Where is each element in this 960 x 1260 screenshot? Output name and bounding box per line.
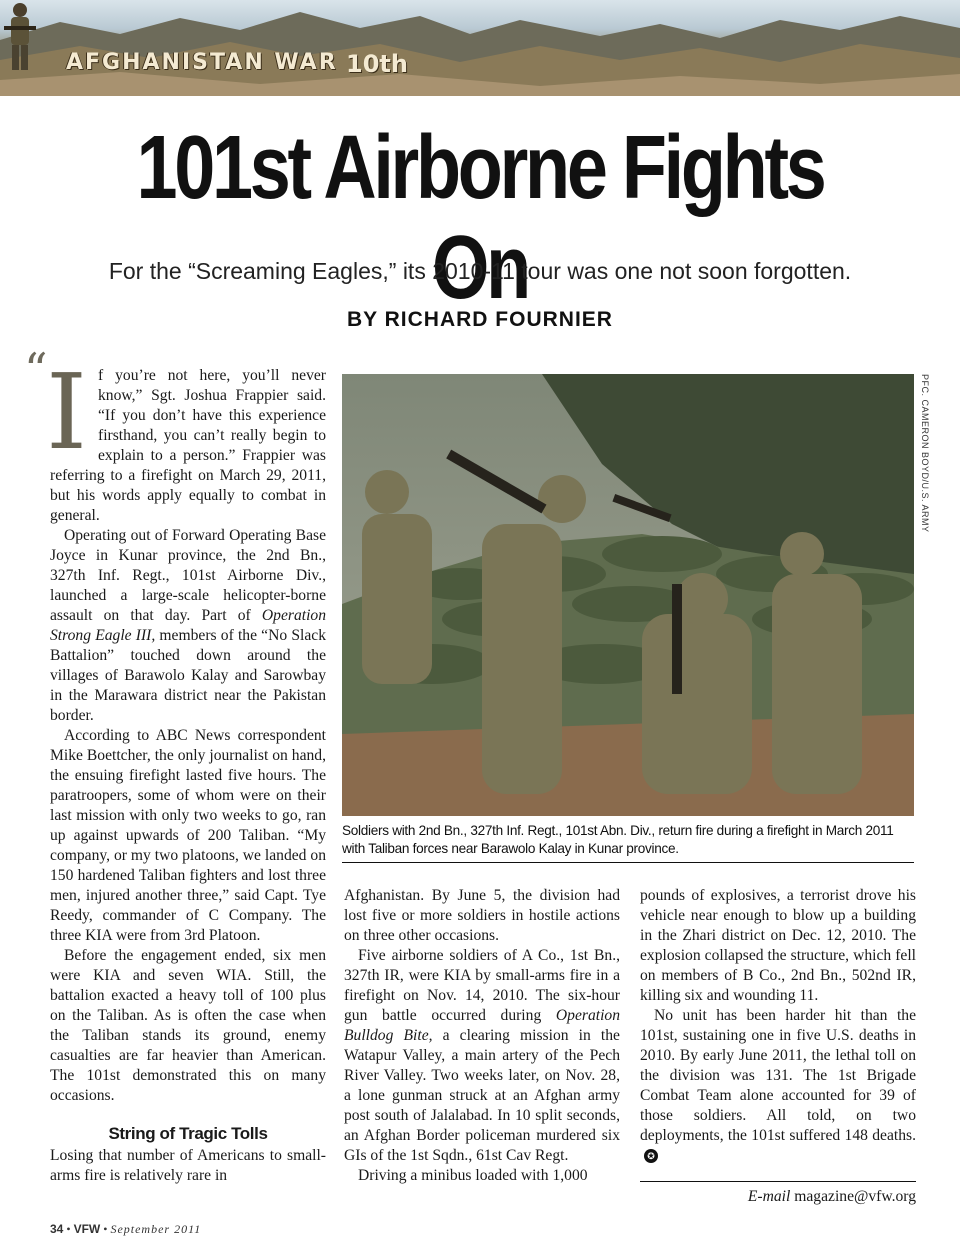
end-mark-icon: ✪ — [644, 1149, 658, 1163]
soldier-icon — [0, 0, 40, 72]
operation-name: Operation Bulldog Bite, — [344, 1007, 620, 1044]
series-banner — [0, 0, 960, 96]
combat-photo — [342, 374, 914, 816]
paragraph-8: No unit has been harder hit than the 101st, sustaining one in five U.S. deaths in 2010. By early June 2011, the lethal toll on the division was 131. The 1st Brigade Combat Team alone accounted for 39 of those soldiers. All told, on two deployments, the 101st suffered 148 deaths. ✪ — [640, 1007, 916, 1162]
email-address[interactable]: magazine@vfw.org — [794, 1188, 916, 1205]
dropcap-letter: I — [46, 351, 88, 473]
column-2 — [344, 886, 620, 1186]
photo-credit: PFC. CAMERON BOYD/U.S. ARMY — [920, 374, 930, 533]
article-headline: 101st Airborne Fights On — [136, 118, 824, 318]
page-folio: 34 • VFW • September 2011 — [50, 1222, 202, 1236]
issue-date: September 2011 — [110, 1222, 202, 1236]
quote-mark-icon: “ — [24, 343, 48, 397]
divider — [640, 1181, 916, 1182]
photo-caption: Soldiers with 2nd Bn., 327th Inf. Regt., 101st Abn. Div., return fire during a firefight in March 2011 with Taliban forces near Barawolo Kalay in Kunar province. — [342, 822, 914, 863]
article-byline: BY RICHARD FOURNIER — [347, 308, 613, 331]
paragraph-1 — [24, 343, 326, 526]
paragraph-4: Before the engagement ended, six men were KIA and seven WIA. Still, the battalion exacted a heavy toll of 100 plus on the Taliban. As is often the case when the Taliban stands its ground, enemy casualties are far heavier than American. The 101st demonstrated this on many occasions. — [50, 947, 326, 1104]
paragraph-7-start: Driving a minibus loaded with 1,000 — [358, 1167, 588, 1184]
operation-name: Operation Strong Eagle III, — [50, 607, 326, 644]
magazine-name: VFW — [73, 1222, 101, 1236]
column-1 — [24, 343, 326, 1186]
paragraph-6: Five airborne soldiers of A Co., 1st Bn., 327th IR, were KIA by small-arms fire in a firefight on Nov. 14, 2010. The six-hour gun battle occurred during Operation Bulldog Bite, a clearing mission in the Watapur Valley, a main artery of the Pech River Valley. Two weeks later, on Nov. 28, a lone gunman struck at an Afghan army post south of Jalalabad. In 10 split seconds, an Afghan Border policeman murdered six GIs of the 1st Sqdn., 61st Cav Regt. — [344, 947, 620, 1164]
series-title: AFGHANISTAN WAR — [66, 50, 338, 75]
email-label: E-mail — [747, 1188, 791, 1205]
paragraph-5-continued: Afghanistan. By June 5, the division had lost five or more soldiers in hostile actions on three other occasions. — [344, 887, 620, 944]
paragraph-5-start: Losing that number of Americans to small-arms fire is relatively rare in — [50, 1147, 326, 1184]
dropcap — [24, 343, 92, 473]
soldiers-firefight-image — [342, 374, 914, 816]
subhead: String of Tragic Tolls — [108, 1124, 268, 1143]
paragraph-2: Operating out of Forward Operating Base Joyce in Kunar province, the 2nd Bn., 327th Inf. Regt., 101st Airborne Div., launched a large-scale helicopter-borne assault on that day. Part of Operation Strong Eagle III, members of the “No Slack Battalion” touched down around the villages of Barawolo Kalay and Sarowbay in the Marawara district near the Pakistan border. — [50, 527, 326, 724]
column-3 — [640, 886, 916, 1166]
mountain-landscape-image — [0, 0, 960, 96]
contact-email — [640, 1188, 916, 1206]
series-number: 10th — [346, 50, 408, 78]
paragraph-3: According to ABC News correspondent Mike Boettcher, the only journalist on hand, the ensuing firefight lasted five hours. The paratroopers, some of whom were on their last mission with only two weeks to go, ran up against upwards of 200 Taliban. “My company, or my two platoons, we landed on 150 hardened Taliban fighters and lost three men, injured another three,” said Capt. Tye Reedy, commander of C Company. The three KIA were from 3rd Platoon. — [50, 727, 326, 944]
paragraph-7-continued: pounds of explosives, a terrorist drove his vehicle near enough to blow up a building in the Zhari district on Dec. 12, 2010. The explosion collapsed the structure, which fell on members of B Co., 2nd Bn., 502nd IR, killing six and wounding 11. — [640, 887, 916, 1004]
page-number: 34 — [50, 1222, 64, 1236]
article-deck: For the “Screaming Eagles,” its 2010-11 tour was one not soon forgotten. — [108, 258, 852, 284]
paragraph-1-text: f you’re not here, you’ll never know,” Sgt. Joshua Frappier said. “If you don’t have this experience firsthand, you can’t really begin to explain to a person.” Frappier was referring to a firefight on March 29, 2011, but his words apply equally to combat in general. — [50, 367, 326, 524]
